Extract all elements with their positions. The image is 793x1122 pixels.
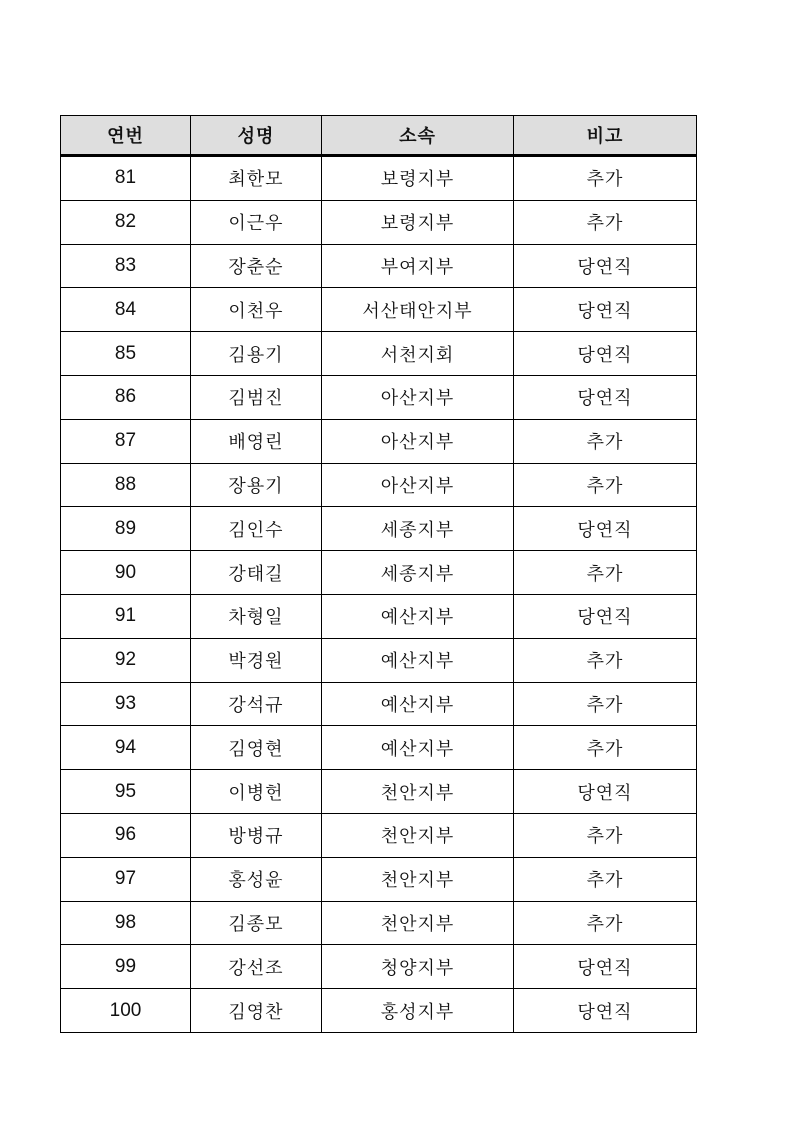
cell-name: 홍성윤 — [191, 857, 322, 901]
table-row — [61, 770, 697, 814]
table-row — [61, 813, 697, 857]
cell-name: 김범진 — [191, 375, 322, 419]
cell-note: 당연직 — [514, 288, 697, 332]
cell-note: 추가 — [514, 726, 697, 770]
cell-affiliation: 보령지부 — [322, 156, 514, 201]
header-name: 성명 — [191, 116, 322, 156]
cell-number: 86 — [61, 375, 191, 419]
cell-number: 88 — [61, 463, 191, 507]
table-row — [61, 857, 697, 901]
cell-affiliation: 청양지부 — [322, 945, 514, 989]
table-header — [61, 116, 697, 156]
cell-affiliation: 세종지부 — [322, 551, 514, 595]
cell-name: 장춘순 — [191, 244, 322, 288]
cell-number: 83 — [61, 244, 191, 288]
cell-affiliation: 부여지부 — [322, 244, 514, 288]
cell-note: 당연직 — [514, 594, 697, 638]
table-row — [61, 901, 697, 945]
cell-affiliation: 천안지부 — [322, 770, 514, 814]
cell-affiliation: 서천지회 — [322, 332, 514, 376]
table-row — [61, 989, 697, 1033]
cell-name: 김종모 — [191, 901, 322, 945]
cell-note: 추가 — [514, 200, 697, 244]
cell-name: 장용기 — [191, 463, 322, 507]
cell-name: 최한모 — [191, 156, 322, 201]
cell-number: 94 — [61, 726, 191, 770]
cell-name: 강석규 — [191, 682, 322, 726]
cell-name: 강선조 — [191, 945, 322, 989]
cell-note: 추가 — [514, 813, 697, 857]
header-row — [61, 116, 697, 156]
table-row — [61, 463, 697, 507]
cell-affiliation: 천안지부 — [322, 813, 514, 857]
cell-affiliation: 예산지부 — [322, 638, 514, 682]
table-row — [61, 244, 697, 288]
cell-name: 강태길 — [191, 551, 322, 595]
cell-name: 김인수 — [191, 507, 322, 551]
cell-number: 90 — [61, 551, 191, 595]
cell-note: 당연직 — [514, 507, 697, 551]
table-body — [61, 156, 697, 1033]
cell-note: 추가 — [514, 419, 697, 463]
cell-note: 당연직 — [514, 945, 697, 989]
cell-affiliation: 예산지부 — [322, 726, 514, 770]
cell-affiliation: 아산지부 — [322, 419, 514, 463]
cell-note: 당연직 — [514, 244, 697, 288]
header-number: 연번 — [61, 116, 191, 156]
table-row — [61, 726, 697, 770]
cell-affiliation: 천안지부 — [322, 857, 514, 901]
cell-number: 100 — [61, 989, 191, 1033]
table-row — [61, 638, 697, 682]
cell-note: 추가 — [514, 156, 697, 201]
cell-affiliation: 보령지부 — [322, 200, 514, 244]
table-row — [61, 375, 697, 419]
header-affiliation: 소속 — [322, 116, 514, 156]
cell-affiliation: 천안지부 — [322, 901, 514, 945]
cell-note: 당연직 — [514, 375, 697, 419]
cell-name: 김영찬 — [191, 989, 322, 1033]
table-row — [61, 594, 697, 638]
cell-affiliation: 예산지부 — [322, 594, 514, 638]
cell-name: 김용기 — [191, 332, 322, 376]
cell-name: 이병헌 — [191, 770, 322, 814]
cell-affiliation: 서산태안지부 — [322, 288, 514, 332]
table-row — [61, 332, 697, 376]
cell-note: 추가 — [514, 638, 697, 682]
cell-number: 97 — [61, 857, 191, 901]
cell-name: 박경원 — [191, 638, 322, 682]
roster-table — [60, 115, 697, 1033]
cell-affiliation: 홍성지부 — [322, 989, 514, 1033]
table-row — [61, 945, 697, 989]
table-row — [61, 507, 697, 551]
cell-number: 96 — [61, 813, 191, 857]
cell-number: 81 — [61, 156, 191, 201]
cell-name: 배영린 — [191, 419, 322, 463]
cell-number: 91 — [61, 594, 191, 638]
table-row — [61, 200, 697, 244]
cell-name: 이근우 — [191, 200, 322, 244]
table-row — [61, 682, 697, 726]
table-row — [61, 419, 697, 463]
cell-affiliation: 아산지부 — [322, 375, 514, 419]
cell-note: 당연직 — [514, 989, 697, 1033]
table-row — [61, 551, 697, 595]
cell-number: 84 — [61, 288, 191, 332]
cell-number: 85 — [61, 332, 191, 376]
cell-note: 추가 — [514, 901, 697, 945]
cell-name: 김영현 — [191, 726, 322, 770]
cell-number: 89 — [61, 507, 191, 551]
table-row — [61, 288, 697, 332]
cell-note: 당연직 — [514, 332, 697, 376]
cell-number: 98 — [61, 901, 191, 945]
cell-name: 방병규 — [191, 813, 322, 857]
cell-number: 93 — [61, 682, 191, 726]
cell-affiliation: 아산지부 — [322, 463, 514, 507]
cell-note: 추가 — [514, 551, 697, 595]
cell-affiliation: 예산지부 — [322, 682, 514, 726]
cell-number: 87 — [61, 419, 191, 463]
cell-affiliation: 세종지부 — [322, 507, 514, 551]
cell-note: 당연직 — [514, 770, 697, 814]
cell-note: 추가 — [514, 682, 697, 726]
cell-name: 차형일 — [191, 594, 322, 638]
cell-note: 추가 — [514, 463, 697, 507]
cell-number: 99 — [61, 945, 191, 989]
table-row — [61, 156, 697, 201]
cell-number: 92 — [61, 638, 191, 682]
header-note: 비고 — [514, 116, 697, 156]
cell-number: 82 — [61, 200, 191, 244]
cell-note: 추가 — [514, 857, 697, 901]
cell-number: 95 — [61, 770, 191, 814]
cell-name: 이천우 — [191, 288, 322, 332]
